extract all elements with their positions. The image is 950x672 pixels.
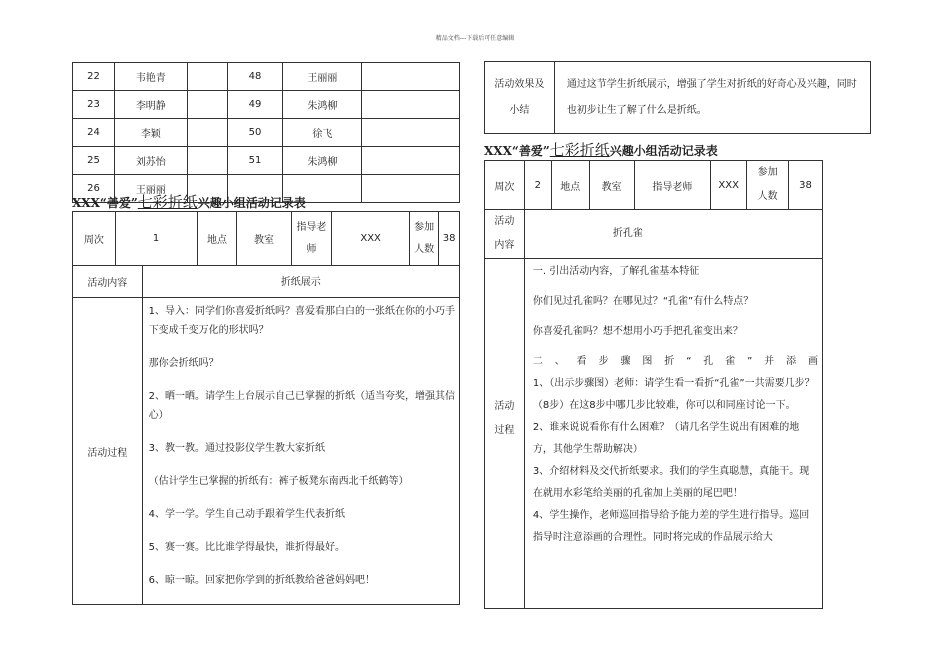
effect-label: 活动效果及 小结 [485,62,555,134]
roster-name: 李明静 [114,91,187,119]
process-step: 那你会折纸吗？ [148,358,219,369]
activity-record-table-1 [72,211,460,605]
table-row [485,161,823,210]
week-label: 周次 [485,161,525,210]
count-value: 38 [789,161,823,210]
table-row [73,212,460,266]
process-label: 活动过程 [73,298,143,605]
process-step: 3、教一教。通过投影仪学生教大家折纸 [148,443,326,454]
process-steps [142,298,459,605]
roster-number: 26 [73,175,115,203]
roster-cell-blank [362,119,460,147]
teacher-label: 指导老 师 [291,212,332,266]
table-row [73,266,460,298]
table-row [73,119,460,147]
roster-name: 王丽丽 [114,175,187,203]
roster-number: 50 [227,119,283,147]
title-prefix: XXX“善爱” [72,196,138,210]
process-step: 2、谁来说说看你有什么困难？（请几名学生说出有困难的地方，其他学生帮助解决） [532,422,800,455]
title-suffix: 兴趣小组活动记录表 [197,196,306,210]
roster-cell-blank [187,63,227,91]
roster-name: 刘苏怡 [114,147,187,175]
teacher-value: XXX [332,212,410,266]
process-label: 活动 过程 [485,259,525,609]
process-step: 二、看步骤图折“孔雀”并添画 [532,356,818,367]
roster-cell-blank [187,147,227,175]
place-value: 教室 [237,212,291,266]
page-header-note: 精品文档---下载后可任意编辑 [435,35,515,42]
place-label: 地点 [197,212,237,266]
process-step: 6、晾一晾。回家把你学到的折纸教给爸爸妈妈吧！ [148,575,376,586]
table-row [73,147,460,175]
roster-number: 22 [73,63,115,91]
table-row [485,210,823,259]
teacher-value: XXX [711,161,747,210]
table-row [73,298,460,605]
process-step: 你喜爱孔雀吗？想不想用小巧手把孔雀变出来？ [532,326,743,337]
place-label: 地点 [551,161,589,210]
roster-number: 23 [73,91,115,119]
content-value: 折孔雀 [524,210,822,259]
roster-number: 49 [227,91,283,119]
record-table-title-1 [72,191,306,212]
content-label: 活动 内容 [485,210,525,259]
roster-cell-blank [362,147,460,175]
roster-number: 48 [227,63,283,91]
table-row [485,259,823,609]
week-label: 周次 [73,212,116,266]
roster-cell-blank [362,91,460,119]
roster-number: 51 [227,147,283,175]
process-step: （估计学生已掌握的折纸有：裤子板凳东南西北千纸鹤等） [148,476,409,487]
record-table-title-2 [484,139,718,160]
process-step: 1、（出示步骤图）老师：请学生看一看折“孔雀”一共需要几步？（8步）在这8步中哪几步比较难，你可以和同座讨论一下。 [532,378,815,411]
effect-text: 通过这节学生折纸展示，增强了学生对折纸的好奇心及兴趣，同时也初步让生了解了什么是折纸。 [554,62,870,134]
process-step: 4、学生操作，老师巡回指导给予能力差的学生进行指导。巡回指导时注意添画的合理性。同时将完成的作品展示给大 [532,510,810,543]
content-label: 活动内容 [73,266,143,298]
title-prefix: XXX“善爱” [484,144,550,158]
roster-name: 朱鸿柳 [283,147,362,175]
title-suffix: 兴趣小组活动记录表 [609,144,718,158]
process-step: 你们见过孔雀吗？在哪见过？“孔雀”有什么特点？ [532,296,754,307]
teacher-label: 指导老师 [634,161,711,210]
roster-name: 王丽丽 [283,63,362,91]
content-value: 折纸展示 [142,266,459,298]
week-value: 2 [524,161,551,210]
activity-record-table-2 [484,160,823,609]
process-step: 一. 引出活动内容，了解孔雀基本特征 [532,266,700,277]
roster-name: 李颖 [114,119,187,147]
roster-name: 朱鸿柳 [283,91,362,119]
roster-name: 韦艳青 [114,63,187,91]
process-step: 1、导入：同学们你喜爱折纸吗？喜爱看那白白的一张纸在你的小巧手下变成千变万化的形状吗？ [148,306,456,336]
title-emphasis: 七彩折纸 [137,193,198,211]
count-label: 参加 人数 [747,161,789,210]
roster-name: 徐飞 [283,119,362,147]
table-row [485,62,871,134]
roster-number: 24 [73,119,115,147]
place-value: 教室 [589,161,634,210]
week-value: 1 [115,212,197,266]
process-step: 3、介绍材料及交代折纸要求。我们的学生真聪慧，真能干。现在就用水彩笔给美丽的孔雀加上美丽的尾巴吧！ [532,466,810,499]
process-step: 5、赛一赛。比比谁学得最快，谁折得最好。 [148,542,346,553]
student-roster-table [72,62,460,203]
roster-cell-blank [187,91,227,119]
process-step: 4、学一学。学生自己动手跟着学生代表折纸 [148,509,346,520]
roster-cell-blank [362,175,460,203]
table-row [73,63,460,91]
roster-number: 25 [73,147,115,175]
count-value: 38 [439,212,460,266]
table-row [73,91,460,119]
title-emphasis: 七彩折纸 [549,141,610,159]
process-step: 2、晒一晒。请学生上台展示自己已掌握的折纸（适当夸奖，增强其信心） [148,391,456,421]
count-label: 参加 人数 [409,212,438,266]
activity-summary-table [484,61,871,134]
roster-cell-blank [362,63,460,91]
process-steps [524,259,822,609]
roster-cell-blank [187,119,227,147]
